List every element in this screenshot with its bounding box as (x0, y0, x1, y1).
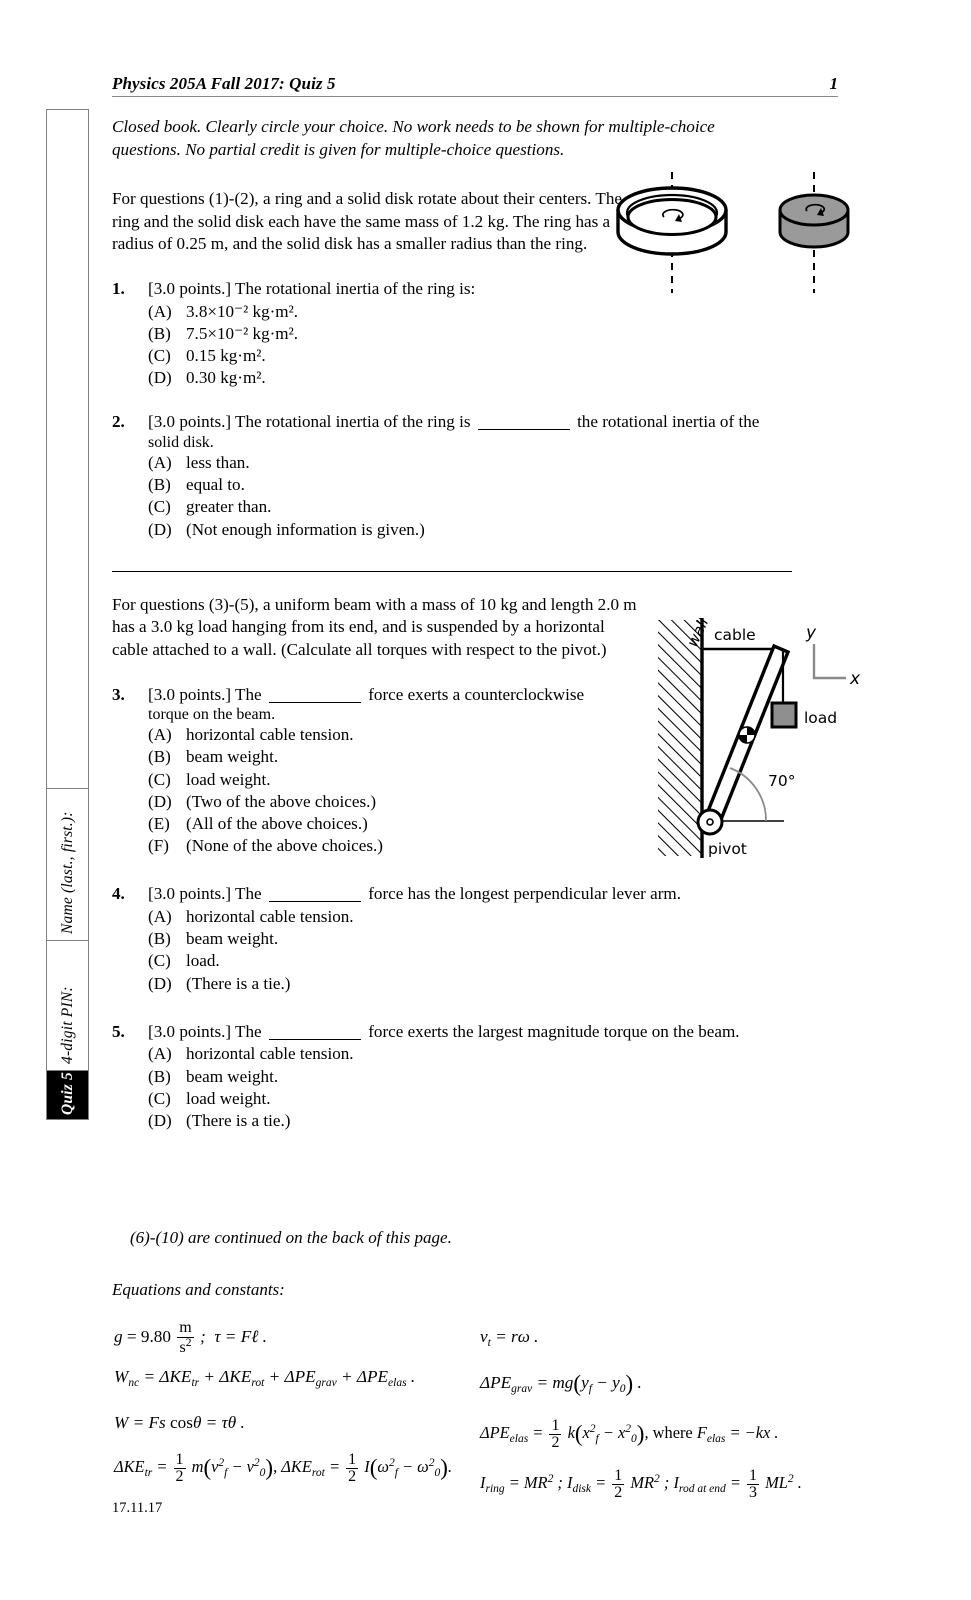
question-4-choices (148, 906, 838, 995)
choice-1d-text: 0.30 kg·m². (186, 368, 266, 388)
sidebar-quiz-badge (47, 1071, 88, 1119)
question-5-stem-after: force exerts the largest magnitude torque on the beam. (368, 1021, 740, 1041)
choice-4d-tag: (D) (148, 973, 172, 993)
axis-y-label: y (806, 623, 817, 643)
choice-1a-text: 3.8×10⁻² kg·m². (186, 301, 299, 321)
choice-3f-tag: (F) (148, 836, 169, 856)
quiz-content (112, 110, 838, 1501)
choice-3e-text: (All of the above choices.) (186, 813, 368, 833)
question-1-number: 1. (112, 278, 125, 298)
choice-5b[interactable] (148, 1066, 838, 1088)
answer-strip-sidebar (46, 109, 89, 1120)
choice-3d-text: (Two of the above choices.) (186, 791, 377, 811)
choice-4b-tag: (B) (148, 929, 171, 949)
equation-tangential-velocity: $v_t = r\omega$ . (480, 1327, 539, 1350)
sidebar-pin-field[interactable] (47, 941, 88, 1071)
choice-5b-tag: (B) (148, 1066, 171, 1086)
choice-2d[interactable] (148, 519, 838, 541)
page-header (112, 74, 838, 97)
choice-3a-tag: (A) (148, 725, 172, 745)
choice-3c-text: load weight. (186, 769, 271, 789)
choice-3c-tag: (C) (148, 769, 171, 789)
question-4-number: 4. (112, 884, 125, 904)
choice-5c[interactable] (148, 1088, 838, 1110)
question-2-continuation: solid disk. (148, 433, 214, 451)
question-2 (112, 411, 838, 540)
choice-2a-text: less than. (186, 452, 250, 472)
choice-4a[interactable] (148, 906, 838, 928)
choice-1b-text: 7.5×10⁻² kg·m². (186, 323, 299, 343)
question-3-number: 3. (112, 684, 125, 704)
choice-4c-text: load. (186, 951, 220, 971)
page-number: 1 (829, 74, 838, 93)
question-1-stem: [3.0 points.] The rotational inertia of the ring is: (148, 278, 476, 298)
choice-3c[interactable] (148, 769, 838, 791)
choice-4c[interactable] (148, 950, 838, 972)
question-4-stem-after: force has the longest perpendicular lever arm. (368, 884, 681, 904)
question-2-fill-blank[interactable] (478, 429, 570, 430)
choice-3a-text: horizontal cable tension. (186, 725, 354, 745)
choice-5d[interactable] (148, 1110, 838, 1132)
equation-kinetic-energies: $\Delta KE_{tr}$ = $\frac{1}{2}$ $m(v^2_f - v^2_0)$, $\Delta KE_{rot}$ = $\frac{1}{2}$ $I(\omega^2_f - \omega^2_0)$. (114, 1450, 453, 1485)
question-5-choices (148, 1043, 838, 1132)
sidebar-blank-cell (47, 110, 88, 789)
choice-5a-text: horizontal cable tension. (186, 1044, 354, 1064)
equation-work-energy: $W_{nc} = \Delta KE_{tr} + \Delta KE_{rot} + \Delta PE_{grav} + \Delta PE_{elas}$ . (114, 1367, 416, 1390)
sidebar-name-field[interactable] (47, 789, 88, 941)
equation-moments-of-inertia: $I_{ring} = MR^2$ ; $I_{disk}$ = $\frac{1}{2}$ $MR^2$ ; $I_{rod at end}$ = $\frac{1}{3}$ $ML^2$ . (480, 1466, 802, 1501)
choice-2b-text: equal to. (186, 475, 245, 495)
choice-3d-tag: (D) (148, 791, 172, 811)
choice-4c-tag: (C) (148, 951, 171, 971)
question-4 (112, 883, 838, 994)
choice-3a[interactable] (148, 724, 838, 746)
page-title: Physics 205A Fall 2017: Quiz 5 (112, 74, 336, 93)
equation-work-definition: W = Fs cosθ = τθ . (114, 1413, 245, 1433)
choice-3f[interactable] (148, 835, 838, 857)
choice-2d-text: (Not enough information is given.) (186, 519, 425, 539)
question-5-number: 5. (112, 1021, 125, 1041)
choice-4a-tag: (A) (148, 906, 172, 926)
question-1 (112, 278, 838, 389)
sidebar-quiz-label: Quiz 5 (58, 1072, 76, 1115)
choice-3b-tag: (B) (148, 747, 171, 767)
choice-5d-tag: (D) (148, 1110, 172, 1130)
question-2-number: 2. (112, 412, 125, 432)
choice-5b-text: beam weight. (186, 1066, 279, 1086)
choice-5d-text: (There is a tie.) (186, 1110, 291, 1130)
choice-1d[interactable] (148, 367, 838, 389)
sidebar-pin-label: 4-digit PIN: (58, 986, 76, 1064)
choice-3b[interactable] (148, 746, 838, 768)
question-3-fill-blank[interactable] (269, 702, 361, 703)
choice-2a[interactable] (148, 452, 838, 474)
choice-5c-text: load weight. (186, 1088, 271, 1108)
choice-1c[interactable] (148, 345, 838, 367)
question-3 (112, 684, 838, 858)
question-1-choices (148, 301, 838, 390)
pivot-label: pivot (708, 840, 747, 858)
choice-4b-text: beam weight. (186, 929, 279, 949)
choice-4a-text: horizontal cable tension. (186, 906, 354, 926)
choice-2c[interactable] (148, 496, 838, 518)
choice-3e[interactable] (148, 813, 838, 835)
section-divider (112, 571, 792, 572)
question-3-choices (148, 724, 838, 857)
question-2-stem-before: [3.0 points.] The rotational inertia of the ring is (148, 412, 471, 432)
choice-2b[interactable] (148, 474, 838, 496)
g-units-fraction: $\frac{m}{s^2}$ (179, 1319, 192, 1356)
equations-right-column (480, 1317, 840, 1509)
choice-1d-tag: (D) (148, 368, 172, 388)
axis-x-label: x (850, 669, 861, 689)
intro-questions-1-2: For questions (1)-(2), a ring and a solid disk rotate about their centers. The ring and the solid disk each have the same mass of 1.2 kg. The ring has a radius of 0.25 m, and the solid disk has a smaller radius than the ring. (112, 189, 622, 254)
question-3-stem-after: force exerts a counterclockwise (368, 684, 585, 704)
choice-4d-text: (There is a tie.) (186, 973, 291, 993)
sidebar-name-label: Name (last., first.): (58, 811, 76, 934)
choice-1c-tag: (C) (148, 345, 171, 365)
equations-left-column (114, 1317, 494, 1493)
question-5-stem-before: [3.0 points.] The (148, 1021, 262, 1041)
equation-g-and-torque: g = 9.80 $\frac{m}{s^2}$ ; τ = Fℓ . (114, 1319, 267, 1356)
load-label: load (804, 709, 838, 727)
question-2-choices (148, 452, 838, 541)
choice-5c-tag: (C) (148, 1088, 171, 1108)
equation-gravitational-pe: $\Delta PE_{grav} = mg(y_f - y_0)$ . (480, 1371, 642, 1397)
question-3-continuation: torque on the beam. (148, 706, 276, 724)
choice-1b[interactable] (148, 323, 838, 345)
choice-4b[interactable] (148, 928, 838, 950)
choice-3d[interactable] (148, 791, 838, 813)
footer-date: 17.11.17 (112, 1500, 163, 1516)
choice-4d[interactable] (148, 973, 838, 995)
question-4-fill-blank[interactable] (269, 901, 361, 902)
choice-5a-tag: (A) (148, 1044, 172, 1064)
wall-label: wall (683, 618, 713, 650)
choice-1c-text: 0.15 kg·m². (186, 345, 266, 365)
question-3-stem-before: [3.0 points.] The (148, 684, 262, 704)
choice-2a-tag: (A) (148, 452, 172, 472)
intro-questions-3-5: For questions (3)-(5), a uniform beam with a mass of 10 kg and length 2.0 m has a 3.0 kg load hanging from its end, and is suspended by a horizontal cable attached to a wall. (Calculate all torques with respect to the pivot.) (112, 594, 637, 659)
choice-5a[interactable] (148, 1043, 838, 1065)
question-5-fill-blank[interactable] (269, 1039, 361, 1040)
choice-3b-text: beam weight. (186, 747, 279, 767)
question-2-stem-after: the rotational inertia of the (577, 412, 760, 432)
choice-1b-tag: (B) (148, 323, 171, 343)
equation-elastic-pe: $\Delta PE_{elas}$ = $\frac{1}{2}$ $k(x^2_f - x^2_0)$, where $F_{elas} = -kx$ . (480, 1416, 779, 1451)
instructions-text: Closed book. Clearly circle your choice. No work needs to be shown for multiple-choice questions. No partial credit is given for multiple-choice questions. (112, 117, 715, 159)
continued-note: (6)-(10) are continued on the back of this page. (130, 1228, 452, 1248)
angle-label: 70° (768, 772, 796, 790)
choice-1a-tag: (A) (148, 301, 172, 321)
choice-2b-tag: (B) (148, 475, 171, 495)
choice-1a[interactable] (148, 301, 838, 323)
choice-2d-tag: (D) (148, 519, 172, 539)
question-4-stem-before: [3.0 points.] The (148, 884, 262, 904)
equations-title: Equations and constants: (112, 1280, 285, 1300)
question-5 (112, 1021, 838, 1132)
equations-block (112, 1317, 838, 1501)
choice-2c-text: greater than. (186, 497, 272, 517)
choice-3f-text: (None of the above choices.) (186, 836, 383, 856)
cable-label: cable (714, 626, 756, 644)
choice-2c-tag: (C) (148, 497, 171, 517)
choice-3e-tag: (E) (148, 813, 170, 833)
